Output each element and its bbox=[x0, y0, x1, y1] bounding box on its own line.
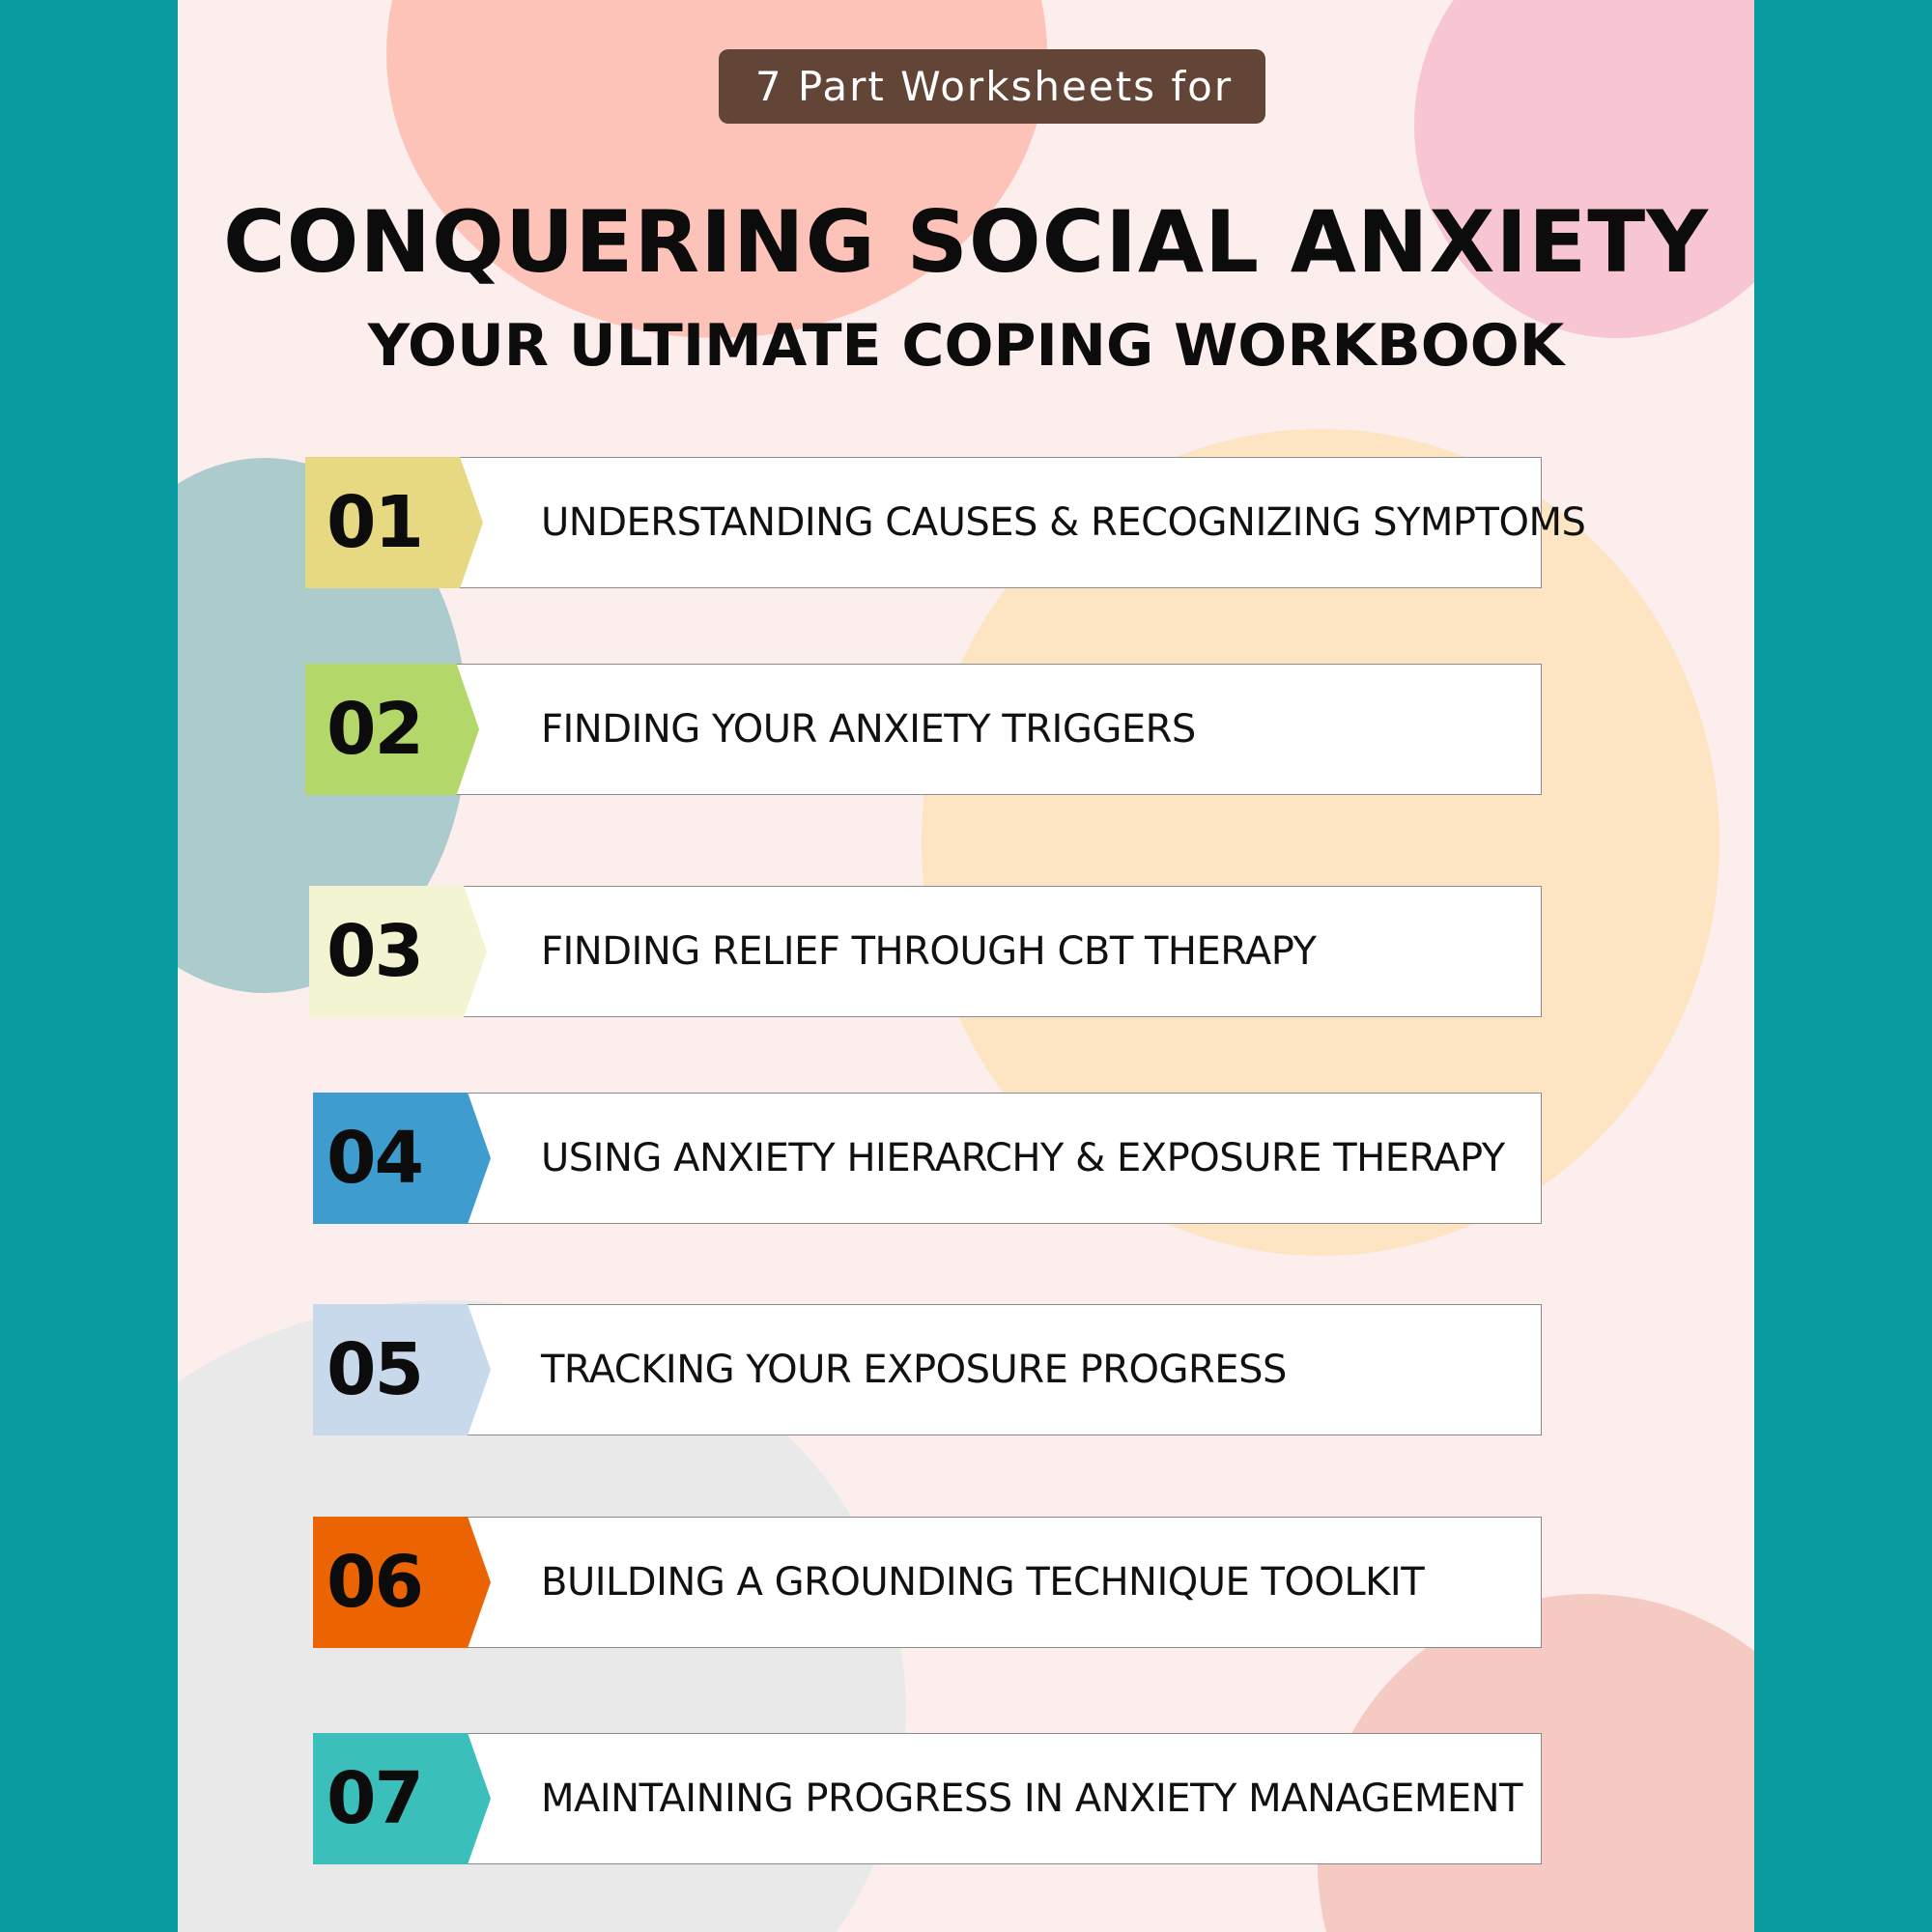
part-number: 01 bbox=[327, 481, 422, 564]
series-tag: 7 Part Worksheets for bbox=[719, 49, 1265, 124]
part-title: FINDING YOUR ANXIETY TRIGGERS bbox=[541, 707, 1196, 752]
part-title: BUILDING A GROUNDING TECHNIQUE TOOLKIT bbox=[541, 1560, 1425, 1605]
part-title: MAINTAINING PROGRESS IN ANXIETY MANAGEMENT bbox=[541, 1776, 1523, 1821]
part-title: USING ANXIETY HIERARCHY & EXPOSURE THERAPY bbox=[541, 1136, 1505, 1180]
part-title: UNDERSTANDING CAUSES & RECOGNIZING SYMPTOMS bbox=[541, 500, 1586, 545]
part-number: 06 bbox=[327, 1541, 422, 1624]
part-title: FINDING RELIEF THROUGH CBT THERAPY bbox=[541, 929, 1317, 974]
page-title: CONQUERING SOCIAL ANXIETY bbox=[223, 192, 1709, 292]
part-number: 02 bbox=[327, 688, 422, 771]
worksheet-cover bbox=[178, 0, 1754, 1932]
part-row-06 bbox=[313, 1517, 1542, 1648]
part-row-03 bbox=[309, 886, 1542, 1017]
part-number: 07 bbox=[327, 1757, 422, 1840]
part-number: 03 bbox=[327, 910, 422, 993]
page-subtitle: YOUR ULTIMATE COPING WORKBOOK bbox=[367, 312, 1565, 380]
part-row-04 bbox=[313, 1093, 1542, 1224]
part-row-07 bbox=[313, 1733, 1542, 1864]
part-title: TRACKING YOUR EXPOSURE PROGRESS bbox=[541, 1348, 1287, 1392]
part-number: 05 bbox=[327, 1328, 422, 1411]
part-row-02 bbox=[305, 664, 1542, 795]
part-row-01 bbox=[305, 457, 1586, 588]
part-row-05 bbox=[313, 1304, 1542, 1435]
part-number: 04 bbox=[327, 1117, 422, 1200]
